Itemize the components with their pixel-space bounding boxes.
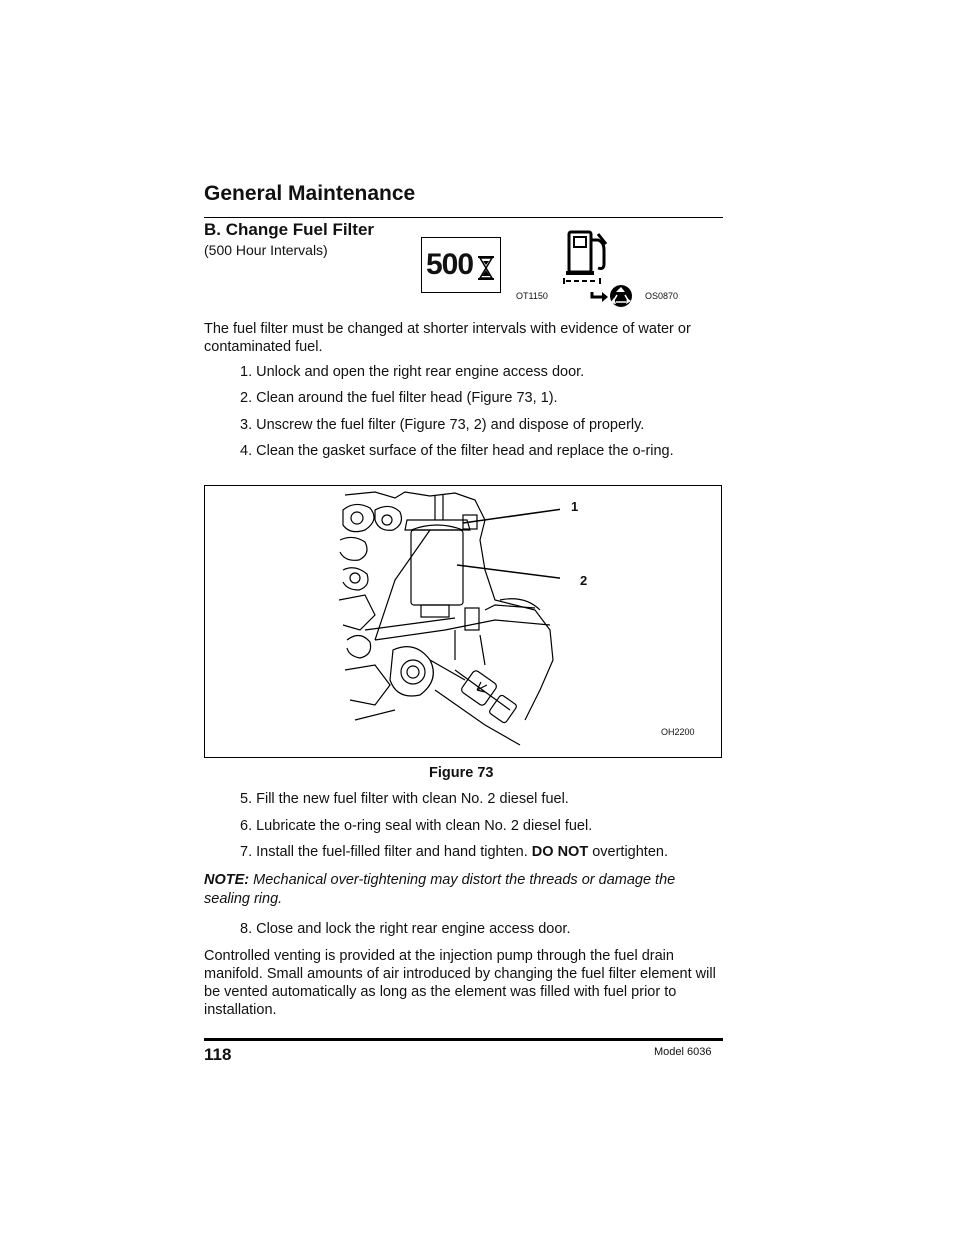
step-item [240,844,668,860]
step-7-text: 7. Install the fuel-filled filter and hand tighten. [240,844,532,860]
step-item: 6. Lubricate the o-ring seal with clean No. 2 diesel fuel. [240,818,593,834]
fuel-pump-icon [560,228,612,286]
figure-callout-1: 1 [571,499,579,514]
figure-callout-2: 2 [580,573,588,588]
icon-code-right: OS0870 [645,291,679,301]
figure-code: OH2200 [661,727,695,737]
figure-caption: Figure 73 [429,765,494,781]
section-title: General Maintenance [204,182,416,205]
note-label: NOTE: [204,872,250,888]
subsection-title: B. Change Fuel Filter [204,220,375,239]
hourglass-icon [477,255,495,281]
step-7-text-end: overtighten. [588,844,668,860]
footer-rule [204,1038,723,1041]
icon-code-left: OT1150 [516,291,548,301]
header-rule [204,217,723,218]
step-7-emphasis: DO NOT [531,844,589,860]
engine-fuel-filter-illustration [335,490,560,750]
step-item: 1. Unlock and open the right rear engine access door. [240,364,585,380]
page-number: 118 [204,1045,232,1064]
closing-paragraph: Controlled venting is provided at the injection pump through the fuel drain manifold. Small amounts of air introduced by changing the fuel filter element will be vented automatically as long as the element was filled with fuel prior to installation. [204,948,716,1018]
step-item: 4. Clean the gasket surface of the filter head and replace the o-ring. [240,443,674,459]
note-block [204,871,723,909]
step-item: 3. Unscrew the fuel filter (Figure 73, 2) and dispose of properly. [240,417,645,433]
step-item: 5. Fill the new fuel filter with clean No. 2 diesel fuel. [240,791,569,807]
interval-note: (500 Hour Intervals) [204,242,328,258]
step-item: 8. Close and lock the right rear engine access door. [240,921,571,937]
intro-paragraph: The fuel filter must be changed at shorter intervals with evidence of water or contaminated fuel. [204,321,691,355]
step-item: 2. Clean around the fuel filter head (Figure 73, 1). [240,390,558,406]
note-text: Mechanical over-tightening may distort the threads or damage the sealing ring. [204,872,676,907]
hour-interval-value: 500 [426,248,474,281]
recycle-icon [590,283,636,309]
model-label: Model 6036 [654,1046,712,1058]
